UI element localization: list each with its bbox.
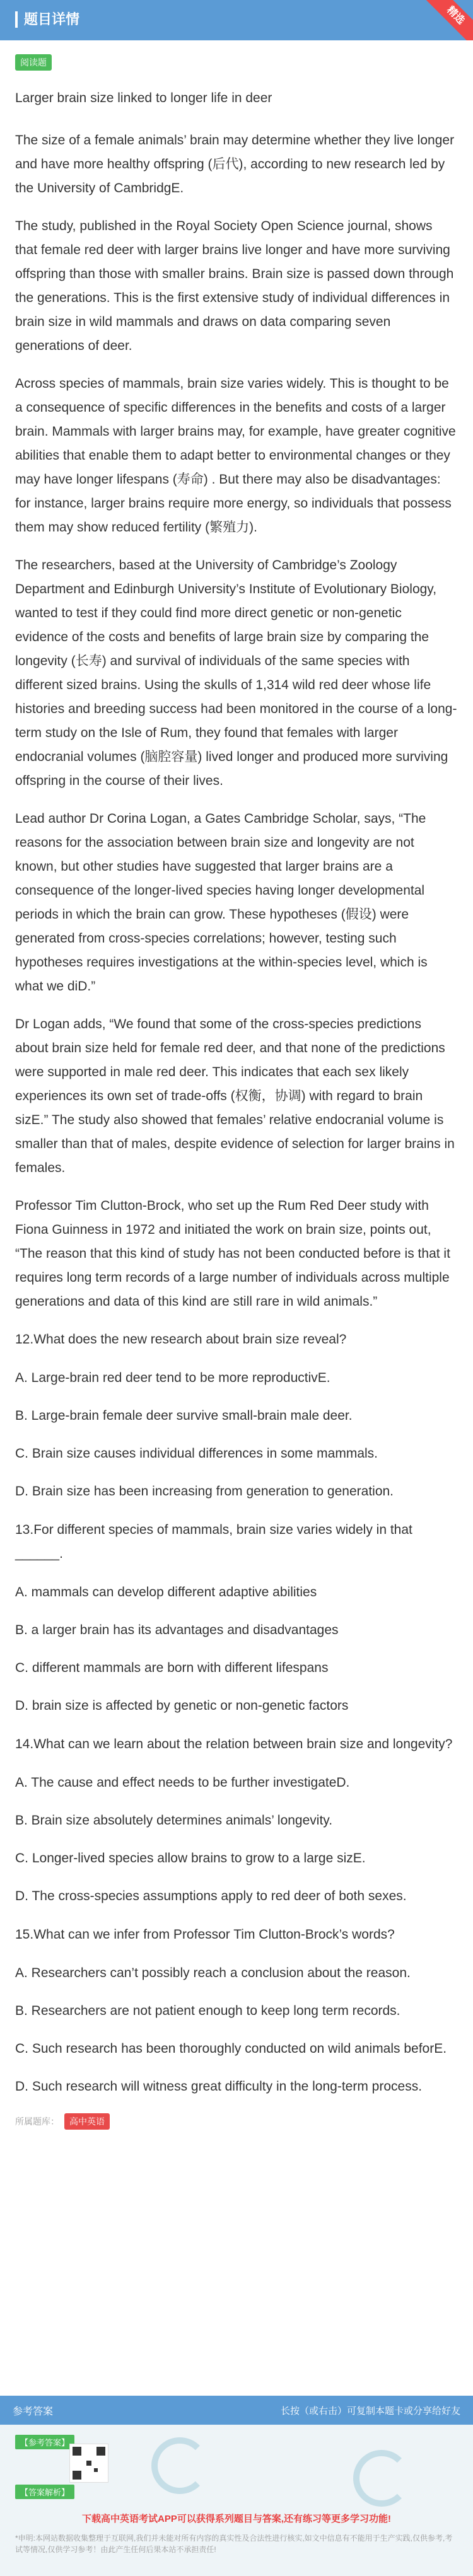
- option-d[interactable]: D. Such research will witness great difficulty in the long-term process.: [15, 2079, 423, 2094]
- option-b[interactable]: B. Brain size absolutely determines animals’ longevity.: [15, 1813, 333, 1828]
- header-bar: [0, 0, 473, 40]
- question-15: [15, 1923, 458, 2098]
- passage-paragraph: Lead author Dr Corina Logan, a Gates Cambridge Scholar, says, “The reasons for the association between brain size and longevity are not known, but other studies have suggested that larger brains are a consequence of the longer-lived species having longer developmental periods in which the brain can grow. These hypotheses (假设) were generated from cross-species correlations; however, testing such hypotheses requires investigations at the within-species level, which is what we diD.”: [15, 811, 428, 994]
- passage-paragraph: The study, published in the Royal Society Open Science journal, shows that female red deer with larger brains live longer and have more surviving offspring than those with smaller brains. Brain size is passed down through the generations. This is the first extensive study of individual differences in brain size in wild mammals and draws on data comparing seven generations of deer.: [15, 219, 454, 353]
- question-type-badge: 阅读题: [15, 54, 52, 71]
- option-d[interactable]: D. The cross-species assumptions apply to red deer of both sexes.: [15, 1889, 407, 1903]
- option-a[interactable]: A. Large-brain red deer tend to be more reproductivE.: [15, 1371, 330, 1385]
- question-13: [15, 1518, 458, 1717]
- passage-paragraph: Across species of mammals, brain size varies widely. This is thought to be a consequence of specific differences in the benefits and costs of a larger brain. Mammals with larger brains may, for example, have greater cognitive abilities that enable them to adapt better to environmental changes or they may have longer lifespans (寿命) . But there may also be disadvantages: for instance, larger brains require more energy, so individuals that possess them may show reduced fertility (繁殖力).: [15, 376, 456, 535]
- passage-paragraph: Professor Tim Clutton-Brock, who set up the Rum Red Deer study with Fiona Guinness in 1972 and initiated the work on brain size, points out, “The reason that this kind of study has not been conducted before is that it requires long term records of a large number of individuals across multiple generations and data of this kind are still rare in wild animals.”: [15, 1198, 450, 1309]
- disclaimer-text: *申明:本网站数据收集整理于互联网,我们并未能对所有内容的真实性及合法性进行核实,如文中信息有不能用于生产实践,仅供参考,考试等情况,仅供学习参考！由此产生任何后果本站不承担责任!: [15, 2534, 453, 2554]
- option-a[interactable]: A. The cause and effect needs to be further investigateD.: [15, 1775, 350, 1790]
- page-title: 题目详情: [15, 11, 79, 28]
- answer-body: [0, 2425, 473, 2565]
- option-a[interactable]: A. mammals can develop different adaptive abilities: [15, 1585, 317, 1599]
- passage-paragraph: The researchers, based at the University of Cambridge’s Zoology Department and Edinburgh University’s Institute of Evolutionary Biology, wanted to test if they could find more direct genetic or non-genetic evidence of the costs and benefits of large brain size by comparing the longevity (长寿) and survival of individuals of the same species with different sized brains. Using the skulls of 1,314 wild red deer whose life histories and breeding success had been monitored in the course of a long-term study on the Isle of Rum, they found that females with larger endocranial volumes (脑腔容量) lived longer and produced more surviving offspring in the course of their lives.: [15, 558, 457, 788]
- passage-paragraph: The size of a female animals’ brain may determine whether they live longer and have more healthy offspring (后代), according to new research led by the University of CambridgE.: [15, 133, 455, 195]
- option-c[interactable]: C. different mammals are born with different lifespans: [15, 1661, 329, 1675]
- option-a[interactable]: A. Researchers can’t possibly reach a conclusion about the reason.: [15, 1966, 411, 1980]
- answer-analysis-label: 【答案解析】: [15, 2485, 74, 2499]
- featured-ribbon: 精选: [422, 0, 473, 40]
- question-bank-tag[interactable]: 高中英语: [64, 2113, 110, 2130]
- passage-body: [15, 129, 458, 1314]
- option-d[interactable]: D. brain size is affected by genetic or non-genetic factors: [15, 1698, 349, 1713]
- question-bank-row: [15, 2113, 458, 2130]
- question-stem: 15.What can we infer from Professor Tim Clutton-Brock’s words?: [15, 1927, 395, 1942]
- qr-code-icon[interactable]: [69, 2444, 108, 2483]
- option-b[interactable]: B. a larger brain has its advantages and disadvantages: [15, 1623, 339, 1637]
- content-area: [0, 40, 473, 2130]
- passage-title: Larger brain size linked to longer life in deer: [15, 91, 272, 105]
- answer-bar: [0, 2396, 473, 2425]
- question-bank-label: 所属题库：: [15, 2116, 59, 2126]
- app-download-promo[interactable]: 下载高中英语考试APP可以获得系列题目与答案,还有练习等更多学习功能!: [81, 2514, 391, 2524]
- question-stem: 13.For different species of mammals, brain size varies widely in that ______.: [15, 1523, 412, 1561]
- question-stem: 12.What does the new research about brain size reveal?: [15, 1332, 347, 1347]
- option-c[interactable]: C. Such research has been thoroughly conducted on wild animals beforE.: [15, 2041, 447, 2056]
- reference-answer-label: 【参考答案】: [15, 2435, 74, 2449]
- option-b[interactable]: B. Researchers are not patient enough to keep long term records.: [15, 2004, 400, 2018]
- question-stem: 14.What can we learn about the relation between brain size and longevity?: [15, 1737, 453, 1751]
- question-14: [15, 1732, 458, 1908]
- question-12: [15, 1328, 458, 1503]
- copy-share-hint: 长按（或右击）可复制本题卡或分享给好友: [280, 2405, 460, 2416]
- watermark-icon: [151, 2437, 208, 2494]
- watermark-icon: [353, 2450, 410, 2507]
- answer-title: 参考答案: [13, 2406, 54, 2417]
- answer-section: [0, 2396, 473, 2576]
- passage-paragraph: Dr Logan adds, “We found that some of the cross-species predictions about brain size held for female red deer, and that none of the predictions were supported in male red deer. This indicates that each sex likely experiences its own set of trade-offs (权衡，协调) with regard to brain sizE.” The study also showed that females’ relative endocranial volume is smaller than that of males, despite evidence of selection for larger brains in females.: [15, 1017, 455, 1175]
- option-b[interactable]: B. Large-brain female deer survive small-brain male deer.: [15, 1408, 353, 1423]
- option-c[interactable]: C. Longer-lived species allow brains to grow to a large sizE.: [15, 1851, 366, 1865]
- option-d[interactable]: D. Brain size has been increasing from generation to generation.: [15, 1484, 394, 1499]
- option-c[interactable]: C. Brain size causes individual differences in some mammals.: [15, 1446, 378, 1461]
